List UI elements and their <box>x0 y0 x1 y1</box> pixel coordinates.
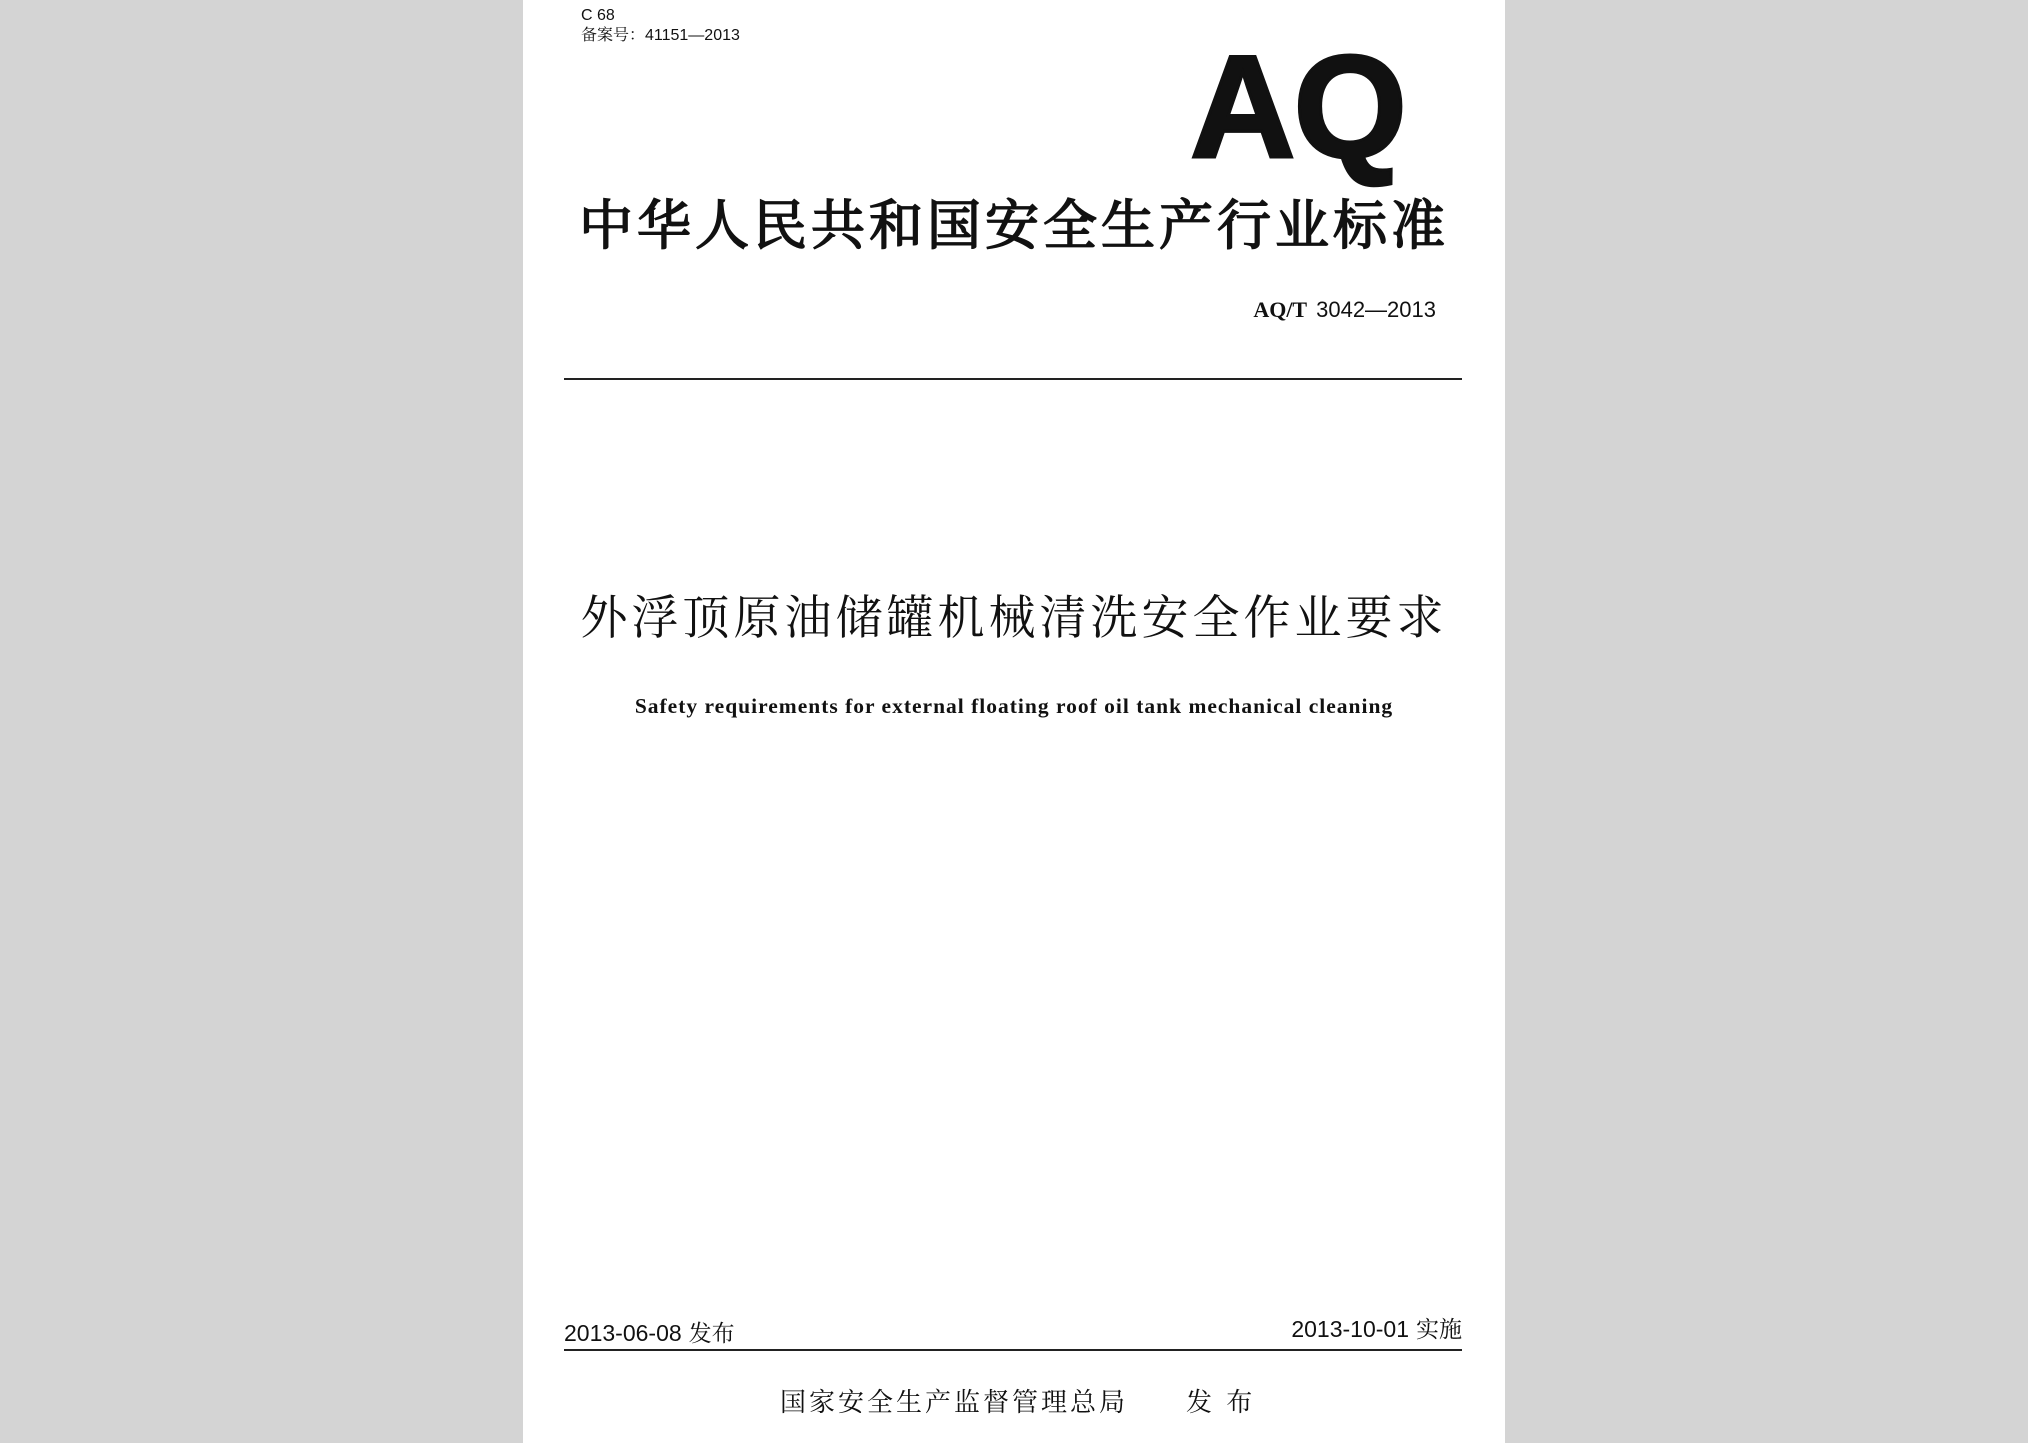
publisher-action: 发 布 <box>1186 1388 1256 1418</box>
aq-logo: AQ <box>1190 25 1405 188</box>
document-title-chinese: 外浮顶原油储罐机械清洗安全作业要求 <box>580 591 1448 646</box>
standard-category-heading: 中华人民共和国安全生产行业标准 <box>579 194 1449 257</box>
issue-date <box>564 1320 735 1348</box>
issue-date-value: 2013-06-08 <box>564 1320 682 1346</box>
implementation-date <box>1291 1316 1462 1344</box>
standard-number <box>1253 297 1436 324</box>
issue-date-label: 发布 <box>688 1321 735 1347</box>
footer-divider <box>564 1349 1462 1351</box>
document-cover-page <box>523 0 1505 1443</box>
standard-number-value: 3042—2013 <box>1316 297 1436 322</box>
document-title-english: Safety requirements for external floating roof oil tank mechanical cleaning <box>634 694 1394 718</box>
publisher-name: 国家安全生产监督管理总局 <box>780 1388 1129 1418</box>
filing-number: 备案号：41151—2013 <box>581 27 740 44</box>
standard-number-prefix: AQ/T <box>1253 297 1308 322</box>
classification-code: C 68 <box>581 7 615 24</box>
implementation-date-label: 实施 <box>1416 1317 1462 1343</box>
header-divider <box>564 378 1462 380</box>
implementation-date-value: 2013-10-01 <box>1291 1316 1409 1342</box>
